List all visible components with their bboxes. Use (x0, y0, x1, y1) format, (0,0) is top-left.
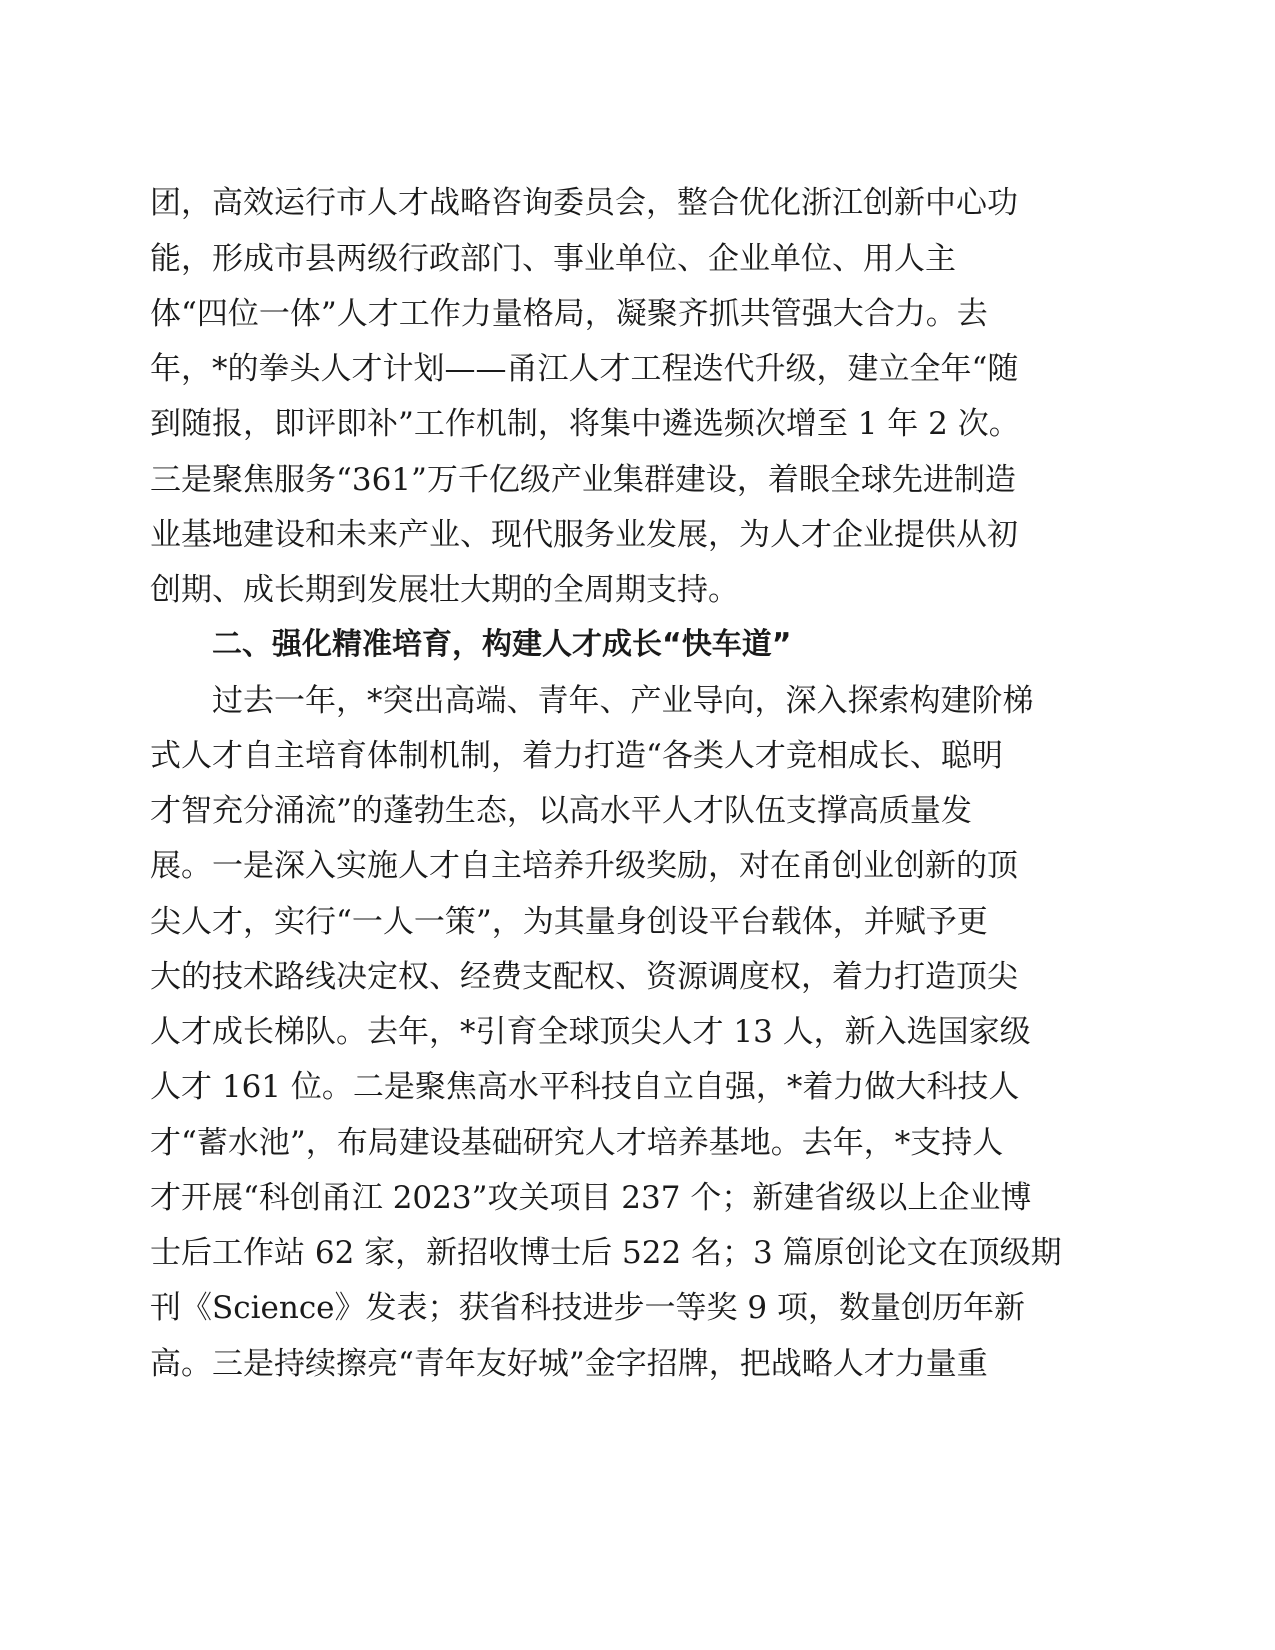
text-line: 尖人才，实行“一人一策”，为其量身创设平台载体，并赋予更 (150, 904, 988, 940)
text-line: 业基地建设和未来产业、现代服务业发展，为人才企业提供从初 (150, 517, 1018, 553)
text-line: 才开展“科创甬江 2023”攻关项目 237 个；新建省级以上企业博 (150, 1180, 1032, 1216)
text-line: 年，*的拳头人才计划——甬江人才工程迭代升级，建立全年“随 (150, 351, 1019, 387)
text-line: 过去一年，*突出高端、青年、产业导向，深入探索构建阶梯 (212, 683, 1034, 719)
text-line: 创期、成长期到发展壮大期的全周期支持。 (150, 572, 739, 608)
section-heading: 二、强化精准培育，构建人才成长“快车道” (212, 627, 792, 662)
text-line: 式人才自主培育体制机制，着力打造“各类人才竞相成长、聪明 (150, 738, 1003, 774)
text-line: 三是聚焦服务“361”万千亿级产业集群建设，着眼全球先进制造 (150, 462, 1016, 498)
text-line: 才智充分涌流”的蓬勃生态，以高水平人才队伍支撑高质量发 (150, 793, 972, 829)
text-line: 团，高效运行市人才战略咨询委员会，整合优化浙江创新中心功 (150, 185, 1018, 221)
text-line: 体“四位一体”人才工作力量格局，凝聚齐抓共管强大合力。去 (150, 296, 988, 332)
text-line: 高。三是持续擦亮“青年友好城”金字招牌，把战略人才力量重 (150, 1346, 988, 1382)
text-line: 人才成长梯队。去年，*引育全球顶尖人才 13 人，新入选国家级 (150, 1014, 1031, 1050)
text-line: 刊《Science》发表；获省科技进步一等奖 9 项，数量创历年新 (150, 1290, 1025, 1326)
text-line: 能，形成市县两级行政部门、事业单位、企业单位、用人主 (150, 241, 956, 277)
text-line: 才“蓄水池”，布局建设基础研究人才培养基地。去年，*支持人 (150, 1125, 1004, 1161)
text-line: 到随报，即评即补”工作机制，将集中遴选频次增至 1 年 2 次。 (150, 406, 1020, 442)
text-line: 展。一是深入实施人才自主培养升级奖励，对在甬创业创新的顶 (150, 848, 1018, 884)
text-line: 人才 161 位。二是聚焦高水平科技自立自强，*着力做大科技人 (150, 1069, 1020, 1105)
text-line: 士后工作站 62 家，新招收博士后 522 名；3 篇原创论文在顶级期 (150, 1235, 1062, 1271)
text-line: 大的技术路线决定权、经费支配权、资源调度权，着力打造顶尖 (150, 959, 1018, 995)
